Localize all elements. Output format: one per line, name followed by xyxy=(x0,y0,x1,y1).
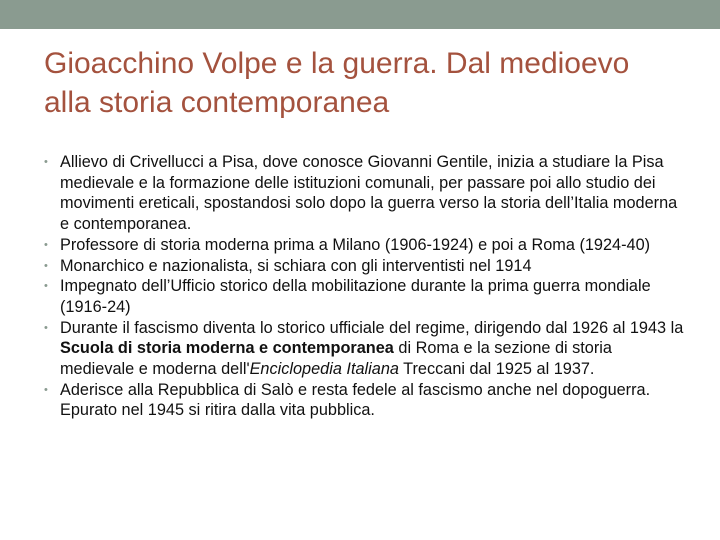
bullet-marker: • xyxy=(44,259,48,272)
encyclopedia-title-italic: Italiana xyxy=(346,360,399,379)
bullet-text: Monarchico e nazionalista, si schiara con gli interventisti nel 1914 xyxy=(60,256,532,275)
bullet-text-segment: Durante il fascismo diventa lo storico ufficiale del regime, dirigendo dal 1926 al 1943 la xyxy=(60,318,684,337)
bullet-text: Professore di storia moderna prima a Milano (1906-1924) e poi a Roma (1924-40) xyxy=(60,235,651,254)
bullet-item xyxy=(44,318,684,380)
bullet-item xyxy=(44,235,684,256)
bullet-item xyxy=(44,152,684,235)
top-accent-bar xyxy=(0,0,720,29)
bullet-marker: • xyxy=(44,321,48,334)
bullet-text-segment: di Roma e la sezione di storia medievale e moderna dell' xyxy=(60,339,612,379)
bullet-list xyxy=(44,152,684,421)
bullet-marker: • xyxy=(44,383,48,396)
slide-title: Gioacchino Volpe e la guerra. Dal medioevo alla storia contemporanea xyxy=(44,47,630,119)
bullet-marker: • xyxy=(44,238,48,251)
bullet-text: Allievo di Crivellucci a Pisa, dove conosce Giovanni Gentile, inizia a studiare la Pisa medievale e la formazione delle istituzioni comunali, per passare poi allo studio dei movimenti ereticali, spostandosi solo dopo la guerra verso la storia dell’Italia moderna e contemporanea. xyxy=(60,153,678,234)
encyclopedia-title-italic: Enciclopedia xyxy=(249,360,342,379)
bullet-text: Impegnato dell’Ufficio storico della mobilitazione durante la prima guerra mondiale (1916-24) xyxy=(60,277,651,316)
bullet-text-segment: Treccani dal 1925 al 1937. xyxy=(398,360,595,379)
bullet-item xyxy=(44,256,684,277)
school-name-bold: Scuola di storia moderna e contemporanea xyxy=(60,339,394,358)
bullet-item xyxy=(44,380,684,421)
bullet-marker: • xyxy=(44,280,48,293)
bullet-marker: • xyxy=(44,156,48,168)
bullet-item xyxy=(44,276,684,317)
bullet-text: Aderisce alla Repubblica di Salò e resta fedele al fascismo anche nel dopoguerra. Epurato nel 1945 si ritira dalla vita pubblica. xyxy=(60,380,651,420)
